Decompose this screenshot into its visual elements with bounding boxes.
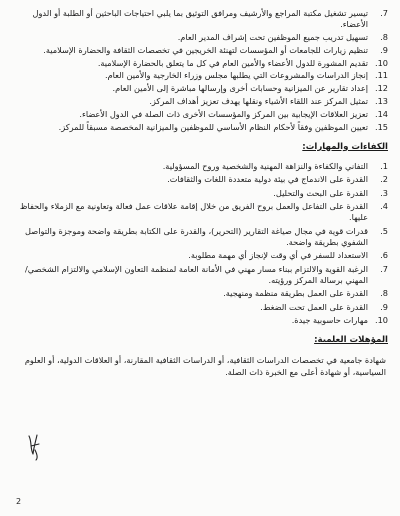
- item-number: 10.: [374, 57, 388, 68]
- item-number: 15.: [374, 121, 388, 132]
- list-item: [18, 109, 388, 120]
- list-item: [18, 8, 388, 30]
- list-item: [18, 302, 388, 313]
- item-text: قدرات قوية في مجال صياغة التقارير (التحرير)، والقدرة على الكتابة بطريقة واضحة وموجزة والتواصل الشفوي بطريقة واضحة.: [25, 225, 368, 247]
- item-text: القدرة على العمل تحت الضغط.: [260, 301, 368, 312]
- item-number: 6.: [380, 250, 388, 261]
- item-number: 12.: [374, 83, 388, 94]
- item-number: 14.: [374, 108, 388, 119]
- item-number: 11.: [374, 70, 388, 81]
- item-text: التفاني والكفاءة والنزاهة المهنية والشخصية وروح المسؤولية.: [162, 160, 368, 171]
- item-text: القدرة على التفاعل والعمل بروح الفريق من خلال إقامة علاقات عمل فعالة وتعاونية مع الزملاء والحفاظ عليها.: [19, 200, 368, 223]
- item-text: تيسير تشغيل مكتبة المراجع والأرشيف ومرافق التوثيق بما يلبي احتياجات الباحثين أو الطلبة أو الدول الأعضاء.: [32, 8, 368, 30]
- item-text: الرغبة القوية والالتزام ببناء مسار مهني في الأمانة العامة لمنظمة التعاون الإسلامي والالتزام الشخصي/ المهني برسالة المركز ورؤيته.: [24, 263, 368, 285]
- item-text: الاستعداد للسفر في أي وقت لإنجاز أي مهمة مطلوبة.: [188, 250, 368, 261]
- item-number: 3.: [380, 187, 388, 198]
- item-number: 7.: [380, 263, 388, 274]
- list-item: [18, 83, 388, 94]
- item-number: 5.: [380, 225, 388, 236]
- skills-heading: الكفاءات والمهارات:: [302, 141, 388, 152]
- list-item: [18, 161, 388, 172]
- list-item: [18, 315, 388, 326]
- handwritten-signature: [26, 432, 42, 462]
- list-item: [18, 250, 388, 261]
- item-text: تنظيم زيارات للجامعات أو المؤسسات لتهنئة الخريجين في تخصصات الثقافة والحضارة الإسلامية.: [43, 44, 368, 55]
- item-text: تعزيز العلاقات الإيجابية بين المركز والمؤسسات الأخرى ذات الصلة في الدول الأعضاء.: [79, 108, 368, 119]
- duties-list: [18, 8, 388, 133]
- item-text: إنجاز الدراسات والمشروعات التي يطلبها مجلس وزراء الخارجية والأمين العام.: [105, 70, 368, 81]
- item-text: القدرة على الاندماج في بيئة دولية متعددة اللغات والثقافات.: [167, 174, 368, 185]
- list-item: [18, 32, 388, 43]
- item-text: مهارات حاسوبية جيدة.: [291, 314, 368, 325]
- list-item: [18, 58, 388, 69]
- item-text: تعيين الموظفين وفقاً لأحكام النظام الأساسي للموظفين والميزانية المخصصة مسبقاً للمركز.: [58, 121, 368, 132]
- item-text: القدرة على البحث والتحليل.: [273, 187, 368, 198]
- item-number: 10.: [374, 314, 388, 325]
- item-number: 9.: [380, 301, 388, 312]
- item-number: 8.: [380, 288, 388, 299]
- item-number: 2.: [380, 174, 388, 185]
- list-item: [18, 122, 388, 133]
- item-number: 9.: [380, 44, 388, 55]
- page-number: 2: [16, 497, 22, 506]
- item-text: القدرة على العمل بطريقة منظمة ومنهجية.: [223, 288, 368, 299]
- item-number: 4.: [380, 200, 388, 211]
- list-item: [18, 174, 388, 185]
- item-number: 13.: [374, 95, 388, 106]
- item-text: تمثيل المركز عند اللقاء الأشياء ونقلها يهدف تعزيز أهداف المركز.: [149, 95, 368, 106]
- item-text: تقديم المشورة للدول الأعضاء والأمين العام في كل ما يتعلق بالحضارة الإسلامية.: [97, 57, 368, 68]
- item-text: تسهيل تدريب جميع الموظفين تحت إشراف المدير العام.: [177, 32, 368, 42]
- list-item: [18, 201, 388, 223]
- list-item: [18, 264, 388, 286]
- page-content: [18, 8, 388, 378]
- item-number: 8.: [380, 32, 388, 42]
- list-item: [18, 288, 388, 299]
- item-number: 1.: [380, 160, 388, 171]
- qualifications-heading: المؤهلات العلمية:: [314, 335, 388, 346]
- list-item: [18, 96, 388, 107]
- list-item: [18, 45, 388, 56]
- list-item: [18, 226, 388, 248]
- skills-list: [18, 161, 388, 326]
- list-item: [18, 188, 388, 199]
- list-item: [18, 70, 388, 81]
- item-number: 7.: [380, 8, 388, 18]
- qualifications-text: شهادة جامعية في تخصصات الدراسات الثقافية، أو الدراسات الثقافية المقارنة، أو العلاقات الدولية، أو العلوم السياسية، أو شهادة أعلى مع الخبرة ذات الصلة.: [24, 355, 386, 378]
- item-text: إعداد تقارير عن الميزانية وحسابات أخرى وإرسالها مباشرة إلى الأمين العام.: [112, 83, 368, 94]
